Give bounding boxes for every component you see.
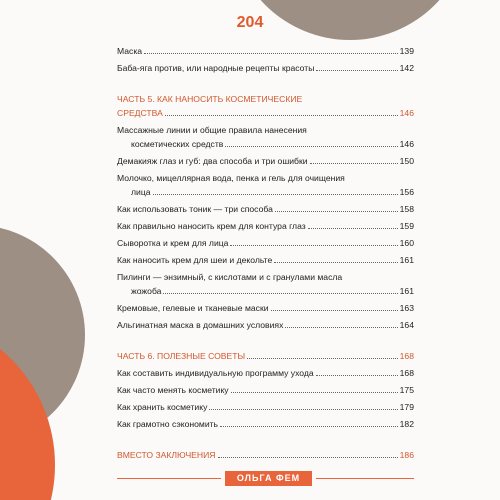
toc-entry bbox=[117, 171, 414, 199]
toc-entry bbox=[117, 400, 414, 414]
leader-dots bbox=[163, 293, 397, 294]
toc-entry-page: 158 bbox=[399, 204, 414, 214]
toc-entry bbox=[117, 417, 414, 431]
toc-entry-page: 159 bbox=[399, 221, 414, 231]
toc-entry-title: Массажные линии и общие правила нанесения bbox=[117, 125, 307, 135]
leader-dots bbox=[308, 228, 398, 229]
toc-entry bbox=[117, 219, 414, 233]
leader-dots bbox=[153, 194, 398, 195]
toc-entry-title: Как грамотно сэкономить bbox=[117, 419, 219, 429]
toc-entry-title: Альгинатная маска в домашних условиях bbox=[117, 320, 284, 330]
leader-dots bbox=[231, 392, 398, 393]
leader-dots bbox=[316, 375, 398, 376]
section-heading: ЧАСТЬ 5. КАК НАНОСИТЬ КОСМЕТИЧЕСКИЕ bbox=[117, 94, 303, 104]
toc-entry-page: 163 bbox=[399, 303, 414, 313]
toc-entry-page: 139 bbox=[399, 46, 414, 56]
toc-entry-title: Как правильно наносить крем для контура глаз bbox=[117, 221, 306, 231]
toc-section-part5 bbox=[117, 92, 414, 120]
toc-entry bbox=[117, 154, 414, 168]
toc-entry-title: Молочко, мицеллярная вода, пенка и гель для очищения bbox=[117, 173, 345, 183]
leader-dots bbox=[165, 115, 398, 116]
toc-entry-title: Баба-яга против, или народные рецепты красоты bbox=[117, 63, 315, 73]
toc-entry bbox=[117, 318, 414, 332]
footer-rule-left bbox=[117, 478, 221, 479]
author-badge: ОЛЬГА ФЕМ bbox=[225, 471, 312, 486]
toc-entry bbox=[117, 270, 414, 298]
toc-section-conclusion bbox=[117, 448, 414, 462]
leader-dots bbox=[144, 53, 398, 54]
toc-entry-page: 168 bbox=[399, 368, 414, 378]
toc-entry bbox=[117, 61, 414, 75]
toc-entry-page: 161 bbox=[399, 255, 414, 265]
leader-dots bbox=[285, 327, 397, 328]
leader-dots bbox=[220, 426, 398, 427]
leader-dots bbox=[218, 457, 398, 458]
section-heading: ЧАСТЬ 6. ПОЛЕЗНЫЕ СОВЕТЫ bbox=[117, 351, 246, 361]
toc-entry bbox=[117, 236, 414, 250]
section-page: 168 bbox=[399, 351, 414, 361]
toc-entry-title-cont: жожоба bbox=[131, 286, 162, 296]
toc-entry-title: Как использовать тоник — три способа bbox=[117, 204, 273, 214]
toc-entry-title-cont: косметических средств bbox=[131, 139, 224, 149]
leader-dots bbox=[316, 70, 397, 71]
toc-entry-page: 182 bbox=[399, 419, 414, 429]
leader-dots bbox=[225, 146, 397, 147]
footer-rule-right bbox=[316, 478, 414, 479]
section-page: 186 bbox=[399, 450, 414, 460]
toc-entry-page: 150 bbox=[399, 156, 414, 166]
toc-entry-page: 179 bbox=[399, 402, 414, 412]
leader-dots bbox=[274, 262, 397, 263]
toc-entry-title: Как наносить крем для шеи и декольте bbox=[117, 255, 273, 265]
toc-entry-title: Демакияж глаз и губ: два способа и три ошибки bbox=[117, 156, 308, 166]
toc-entry bbox=[117, 383, 414, 397]
toc-entry bbox=[117, 123, 414, 151]
toc-entry bbox=[117, 366, 414, 380]
page-number: 204 bbox=[236, 14, 264, 31]
leader-dots bbox=[310, 163, 398, 164]
toc-entry-page: 161 bbox=[399, 286, 414, 296]
toc-entry-page: 160 bbox=[399, 238, 414, 248]
toc-entry-title: Как хранить косметику bbox=[117, 402, 208, 412]
toc-entry bbox=[117, 44, 414, 58]
toc-entry-title: Как часто менять косметику bbox=[117, 385, 229, 395]
toc-entry-title: Как составить индивидуальную программу ухода bbox=[117, 368, 314, 378]
toc-entry-title: Кремовые, гелевые и тканевые маски bbox=[117, 303, 269, 313]
section-page: 146 bbox=[399, 108, 414, 118]
toc-entry-title: Пилинги — энзимный, с кислотами и с гранулами масла bbox=[117, 272, 343, 282]
toc-entry-title: Маска bbox=[117, 46, 143, 56]
toc-entry-page: 142 bbox=[399, 63, 414, 73]
toc-section-part6 bbox=[117, 349, 414, 363]
toc-entry-title: Сыворотка и крем для лица bbox=[117, 238, 229, 248]
toc-entry-page: 175 bbox=[399, 385, 414, 395]
toc-entry-page: 146 bbox=[399, 139, 414, 149]
leader-dots bbox=[275, 211, 398, 212]
leader-dots bbox=[209, 409, 397, 410]
toc-entry-page: 164 bbox=[399, 320, 414, 330]
leader-dots bbox=[230, 245, 397, 246]
toc-entry bbox=[117, 202, 414, 216]
toc-entry-title-cont: лица bbox=[131, 187, 151, 197]
toc-entry bbox=[117, 301, 414, 315]
toc-entry bbox=[117, 253, 414, 267]
section-heading-cont: СРЕДСТВА bbox=[117, 108, 163, 118]
table-of-contents bbox=[117, 44, 414, 465]
section-heading: ВМЕСТО ЗАКЛЮЧЕНИЯ bbox=[117, 450, 216, 460]
leader-dots bbox=[247, 358, 398, 359]
leader-dots bbox=[271, 310, 398, 311]
toc-entry-page: 156 bbox=[399, 187, 414, 197]
